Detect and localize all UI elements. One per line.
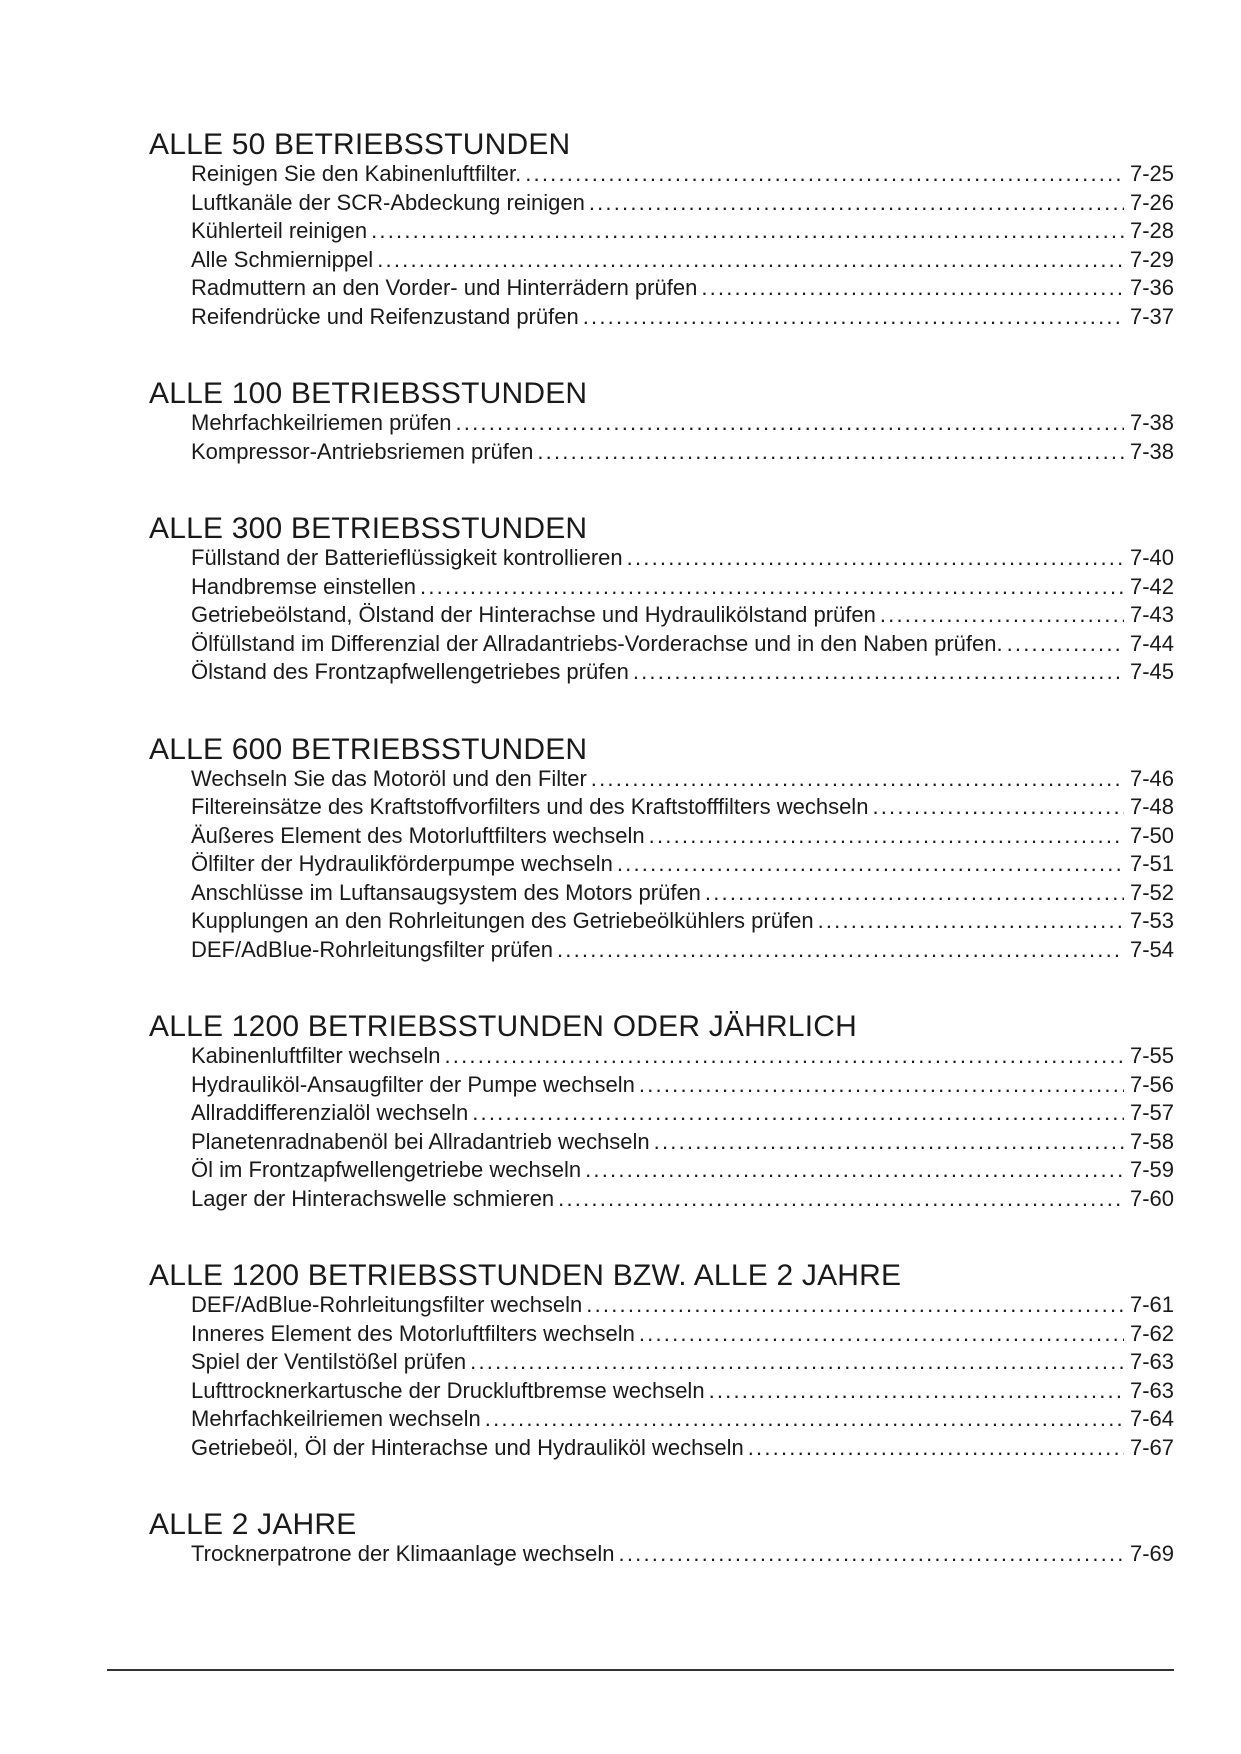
toc-entry <box>191 544 1174 573</box>
toc-entry-label: Kabinenluftfilter wechseln <box>191 1043 441 1068</box>
toc-entry <box>191 1099 1174 1128</box>
toc-entry-label: Kupplungen an den Rohrleitungen des Getriebeölkühlers prüfen <box>191 908 814 933</box>
toc-entry <box>191 630 1174 659</box>
section-heading: ALLE 100 BETRIEBSSTUNDEN <box>149 377 588 410</box>
toc-entry-label: Anschlüsse im Luftansaugsystem des Motors prüfen <box>191 879 701 905</box>
toc-entry-label: Planetenradnabenöl bei Allradantrieb wechseln <box>191 1128 650 1154</box>
toc-entry-page-number: 7-57 <box>1129 1100 1174 1125</box>
toc-entry-label: Spiel der Ventilstößel prüfen <box>191 1349 467 1374</box>
toc-section <box>149 512 1174 687</box>
toc-entry-label: Allraddifferenzialöl wechseln <box>191 1100 469 1125</box>
dot-leader <box>654 1128 1124 1157</box>
section-heading: ALLE 2 JAHRE <box>149 1508 357 1541</box>
dot-leader <box>639 1071 1124 1100</box>
toc-entry-label: DEF/AdBlue-Rohrleitungsfilter prüfen <box>191 936 553 962</box>
dot-leader <box>525 160 1124 189</box>
dot-leader <box>470 1348 1124 1377</box>
toc-entry-page-number: 7-40 <box>1129 545 1174 570</box>
toc-section <box>149 733 1174 965</box>
toc-entry-label: Luftkanäle der SCR-Abdeckung reinigen <box>191 189 585 215</box>
toc-entry <box>191 1320 1174 1349</box>
toc-entry-page-number: 7-43 <box>1129 602 1174 627</box>
dot-leader <box>705 879 1124 908</box>
toc-entry-list <box>191 1540 1174 1569</box>
dot-leader <box>701 274 1124 303</box>
dot-leader <box>627 544 1124 573</box>
toc-entry-page-number: 7-45 <box>1129 659 1174 684</box>
toc-entry-label: Mehrfachkeilriemen prüfen <box>191 410 452 435</box>
toc-entry-label: DEF/AdBlue-Rohrleitungsfilter wechseln <box>191 1292 583 1317</box>
toc-entry-label: Trocknerpatrone der Klimaanlage wechseln <box>191 1541 615 1566</box>
toc-entry <box>191 438 1174 467</box>
toc-entry-page-number: 7-62 <box>1129 1320 1174 1346</box>
toc-entry <box>191 936 1174 965</box>
dot-leader <box>591 765 1124 794</box>
toc-entry-list <box>191 409 1174 466</box>
dot-leader <box>709 1377 1124 1406</box>
toc-entry-label: Äußeres Element des Motorluftfilters wechseln <box>191 822 645 848</box>
toc-entry <box>191 822 1174 851</box>
toc-entry-label: Wechseln Sie das Motoröl und den Filter <box>191 765 587 791</box>
toc-entry-page-number: 7-38 <box>1129 410 1174 435</box>
toc-entry-list <box>191 1042 1174 1213</box>
toc-entry <box>191 1348 1174 1377</box>
toc-entry <box>191 1434 1174 1463</box>
toc-entry-page-number: 7-63 <box>1129 1377 1174 1403</box>
toc-entry-label: Handbremse einstellen <box>191 573 417 599</box>
toc-section <box>149 1259 1174 1462</box>
toc-entry <box>191 1042 1174 1071</box>
toc-entry-page-number: 7-54 <box>1129 936 1174 962</box>
toc-entry-page-number: 7-58 <box>1129 1128 1174 1154</box>
toc-entry-list <box>191 1291 1174 1462</box>
toc-entry-label: Ölstand des Frontzapfwellengetriebes prüfen <box>191 659 629 684</box>
dot-leader <box>558 1185 1124 1214</box>
toc-entry-page-number: 7-46 <box>1129 765 1174 791</box>
toc-entry-page-number: 7-36 <box>1129 275 1174 300</box>
dot-leader <box>872 793 1124 822</box>
dot-leader <box>420 573 1124 602</box>
section-heading: ALLE 300 BETRIEBSSTUNDEN <box>149 512 588 545</box>
toc-entry <box>191 189 1174 218</box>
toc-entry-page-number: 7-53 <box>1129 908 1174 933</box>
dot-leader <box>557 936 1124 965</box>
dot-leader <box>1007 630 1124 659</box>
toc-entry-page-number: 7-61 <box>1129 1292 1174 1317</box>
toc-entry <box>191 1377 1174 1406</box>
toc-entry-page-number: 7-59 <box>1129 1157 1174 1182</box>
toc-entry-label: Lufttrocknerkartusche der Druckluftbremse wechseln <box>191 1377 705 1403</box>
dot-leader <box>485 1405 1124 1434</box>
toc-entry <box>191 160 1174 189</box>
toc-entry-label: Filtereinsätze des Kraftstoffvorfilters und des Kraftstofffilters wechseln <box>191 794 869 819</box>
toc-entry <box>191 409 1174 438</box>
toc-section <box>149 1010 1174 1213</box>
toc-entry <box>191 601 1174 630</box>
dot-leader <box>472 1099 1124 1128</box>
toc-entry-label: Mehrfachkeilriemen wechseln <box>191 1406 481 1431</box>
toc-entry <box>191 879 1174 908</box>
toc-entry-label: Kompressor-Antriebsriemen prüfen <box>191 438 534 464</box>
toc-entry <box>191 246 1174 275</box>
dot-leader <box>444 1042 1123 1071</box>
toc-entry-label: Reifendrücke und Reifenzustand prüfen <box>191 303 579 329</box>
footer-divider <box>107 1669 1174 1671</box>
toc-entry <box>191 1185 1174 1214</box>
toc-entry <box>191 1405 1174 1434</box>
toc-entry-label: Füllstand der Batterieflüssigkeit kontrollieren <box>191 545 623 570</box>
toc-entry-label: Alle Schmiernippel <box>191 246 374 272</box>
toc-entry <box>191 907 1174 936</box>
dot-leader <box>639 1320 1124 1349</box>
toc-entry <box>191 274 1174 303</box>
toc-entry-page-number: 7-63 <box>1129 1349 1174 1374</box>
dot-leader <box>537 438 1124 467</box>
toc-entry <box>191 765 1174 794</box>
toc-section <box>149 377 1174 466</box>
toc-entry <box>191 1071 1174 1100</box>
toc-entry-label: Hydrauliköl-Ansaugfilter der Pumpe wechseln <box>191 1071 635 1097</box>
toc-entry-label: Inneres Element des Motorluftfilters wechseln <box>191 1320 635 1346</box>
toc-entry-list <box>191 544 1174 687</box>
dot-leader <box>585 1156 1124 1185</box>
toc-entry-page-number: 7-42 <box>1129 573 1174 599</box>
section-heading: ALLE 1200 BETRIEBSSTUNDEN BZW. ALLE 2 JAHRE <box>149 1259 902 1292</box>
toc-entry-label: Kühlerteil reinigen <box>191 218 368 243</box>
toc-entry-page-number: 7-38 <box>1129 438 1174 464</box>
toc-entry-page-number: 7-51 <box>1129 851 1174 876</box>
toc-section <box>149 128 1174 331</box>
toc-entry-page-number: 7-64 <box>1129 1406 1174 1431</box>
toc-entry-label: Ölfüllstand im Differenzial der Allradantriebs-Vorderachse und in den Naben prüfen. <box>191 630 1003 656</box>
toc-entry-page-number: 7-25 <box>1129 161 1174 186</box>
toc-entry-page-number: 7-52 <box>1129 879 1174 905</box>
toc-entry-label: Getriebeöl, Öl der Hinterachse und Hydrauliköl wechseln <box>191 1434 744 1460</box>
toc-entry <box>191 658 1174 687</box>
toc-entry-page-number: 7-29 <box>1129 246 1174 272</box>
toc-entry <box>191 793 1174 822</box>
section-heading: ALLE 1200 BETRIEBSSTUNDEN ODER JÄHRLICH <box>149 1010 858 1043</box>
toc-entry-label: Reinigen Sie den Kabinenluftfilter. <box>191 161 522 186</box>
dot-leader <box>748 1434 1124 1463</box>
toc-entry <box>191 850 1174 879</box>
section-heading: ALLE 600 BETRIEBSSTUNDEN <box>149 732 588 766</box>
toc-entry-page-number: 7-26 <box>1129 189 1174 215</box>
toc-entry-page-number: 7-44 <box>1129 630 1174 656</box>
dot-leader <box>371 217 1124 246</box>
toc-entry-label: Radmuttern an den Vorder- und Hinterrädern prüfen <box>191 275 698 300</box>
dot-leader <box>880 601 1124 630</box>
toc-entry-label: Ölfilter der Hydraulikförderpumpe wechseln <box>191 851 613 876</box>
toc-entry-label: Öl im Frontzapfwellengetriebe wechseln <box>191 1157 582 1182</box>
toc-entry-page-number: 7-56 <box>1129 1071 1174 1097</box>
toc-entry-label: Getriebeölstand, Ölstand der Hinterachse und Hydraulikölstand prüfen <box>191 602 876 627</box>
dot-leader <box>617 850 1124 879</box>
toc-entry-page-number: 7-28 <box>1129 218 1174 243</box>
dot-leader <box>589 189 1124 218</box>
toc-entry <box>191 303 1174 332</box>
toc-entry-page-number: 7-50 <box>1129 822 1174 848</box>
toc-entry-page-number: 7-60 <box>1129 1185 1174 1211</box>
dot-leader <box>377 246 1124 275</box>
toc-entry-page-number: 7-69 <box>1129 1541 1174 1566</box>
toc-entry-page-number: 7-55 <box>1129 1043 1174 1068</box>
dot-leader <box>586 1291 1124 1320</box>
toc-section <box>149 1508 1174 1569</box>
toc-entry-label: Lager der Hinterachswelle schmieren <box>191 1185 555 1211</box>
toc-entry <box>191 217 1174 246</box>
table-of-contents <box>149 128 1174 1615</box>
toc-entry-list <box>191 160 1174 331</box>
toc-entry <box>191 1128 1174 1157</box>
dot-leader <box>633 658 1124 687</box>
dot-leader <box>649 822 1124 851</box>
toc-entry <box>191 1291 1174 1320</box>
toc-entry-page-number: 7-48 <box>1129 794 1174 819</box>
toc-entry-list <box>191 765 1174 965</box>
toc-entry <box>191 1540 1174 1569</box>
toc-entry-page-number: 7-67 <box>1129 1434 1174 1460</box>
dot-leader <box>583 303 1124 332</box>
dot-leader <box>619 1540 1124 1569</box>
toc-entry <box>191 573 1174 602</box>
toc-entry <box>191 1156 1174 1185</box>
dot-leader <box>818 907 1124 936</box>
section-heading: ALLE 50 BETRIEBSSTUNDEN <box>149 128 571 161</box>
toc-entry-page-number: 7-37 <box>1129 303 1174 329</box>
dot-leader <box>455 409 1123 438</box>
